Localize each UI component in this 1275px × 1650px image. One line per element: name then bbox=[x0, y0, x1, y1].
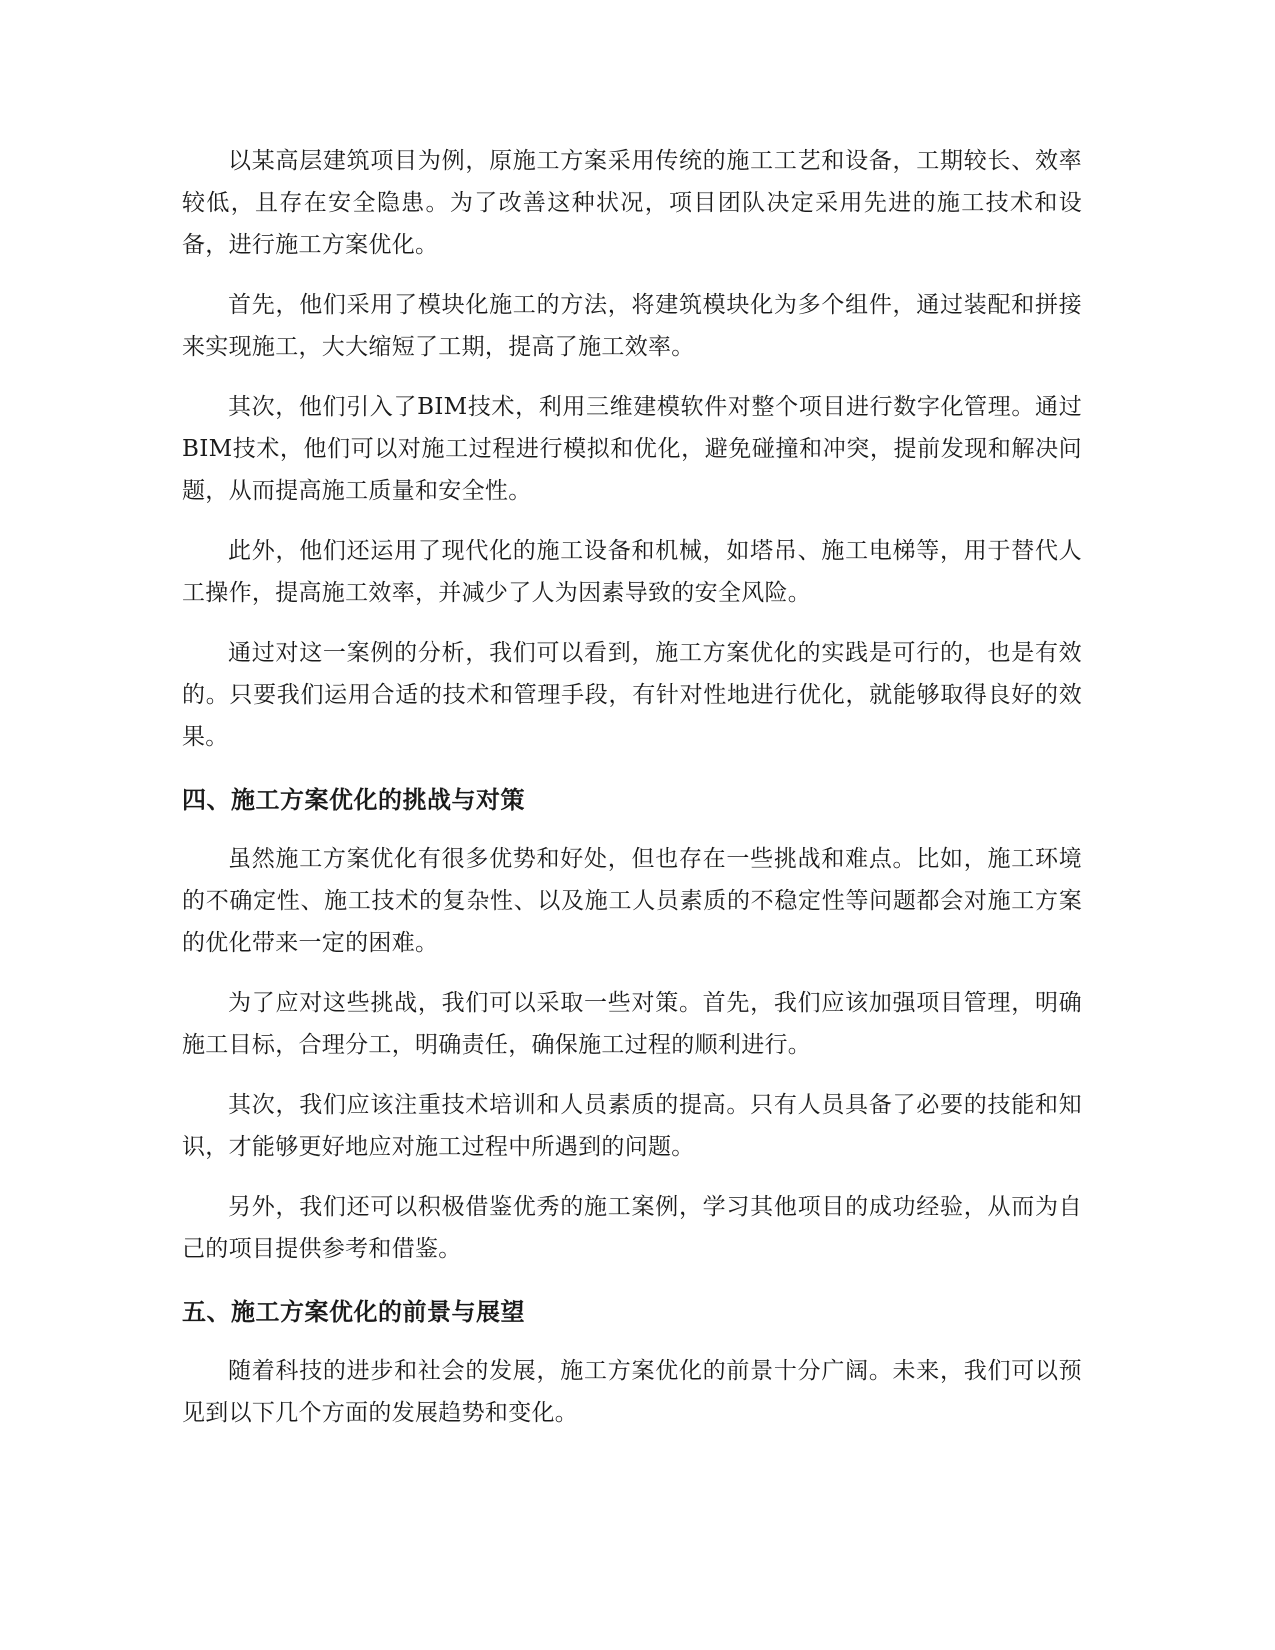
paragraph-case-intro: 以某高层建筑项目为例，原施工方案采用传统的施工工艺和设备，工期较长、效率较低，且存在安全隐患。为了改善这种状况，项目团队决定采用先进的施工技术和设备，进行施工方案优化。 bbox=[182, 148, 1082, 258]
paragraph-case-conclusion: 通过对这一案例的分析，我们可以看到，施工方案优化的实践是可行的，也是有效的。只要我们运用合适的技术和管理手段，有针对性地进行优化，就能够取得良好的效果。 bbox=[182, 640, 1082, 750]
paragraph-bim-technology: 其次，他们引入了BIM技术，利用三维建模软件对整个项目进行数字化管理。通过BIM技术，他们可以对施工过程进行模拟和优化，避免碰撞和冲突，提前发现和解决问题，从而提高施工质量和安全性。 bbox=[182, 394, 1082, 504]
paragraph-modular-construction: 首先，他们采用了模块化施工的方法，将建筑模块化为多个组件，通过装配和拼接来实现施工，大大缩短了工期，提高了施工效率。 bbox=[182, 292, 1082, 360]
document-page bbox=[182, 140, 1082, 1452]
paragraph-outlook: 随着科技的进步和社会的发展，施工方案优化的前景十分广阔。未来，我们可以预见到以下几个方面的发展趋势和变化。 bbox=[182, 1358, 1082, 1426]
paragraph-modern-equipment: 此外，他们还运用了现代化的施工设备和机械，如塔吊、施工电梯等，用于替代人工操作，提高施工效率，并减少了人为因素导致的安全风险。 bbox=[182, 538, 1082, 606]
paragraph-challenges: 虽然施工方案优化有很多优势和好处，但也存在一些挑战和难点。比如，施工环境的不确定性、施工技术的复杂性、以及施工人员素质的不稳定性等问题都会对施工方案的优化带来一定的困难。 bbox=[182, 846, 1082, 956]
section-heading-challenges: 四、施工方案优化的挑战与对策 bbox=[182, 786, 525, 814]
paragraph-countermeasure-training: 其次，我们应该注重技术培训和人员素质的提高。只有人员具备了必要的技能和知识，才能够更好地应对施工过程中所遇到的问题。 bbox=[182, 1092, 1082, 1160]
paragraph-countermeasure-cases: 另外，我们还可以积极借鉴优秀的施工案例，学习其他项目的成功经验，从而为自己的项目提供参考和借鉴。 bbox=[182, 1194, 1082, 1262]
section-heading-outlook: 五、施工方案优化的前景与展望 bbox=[182, 1298, 525, 1326]
paragraph-countermeasure-management: 为了应对这些挑战，我们可以采取一些对策。首先，我们应该加强项目管理，明确施工目标，合理分工，明确责任，确保施工过程的顺利进行。 bbox=[182, 990, 1082, 1058]
